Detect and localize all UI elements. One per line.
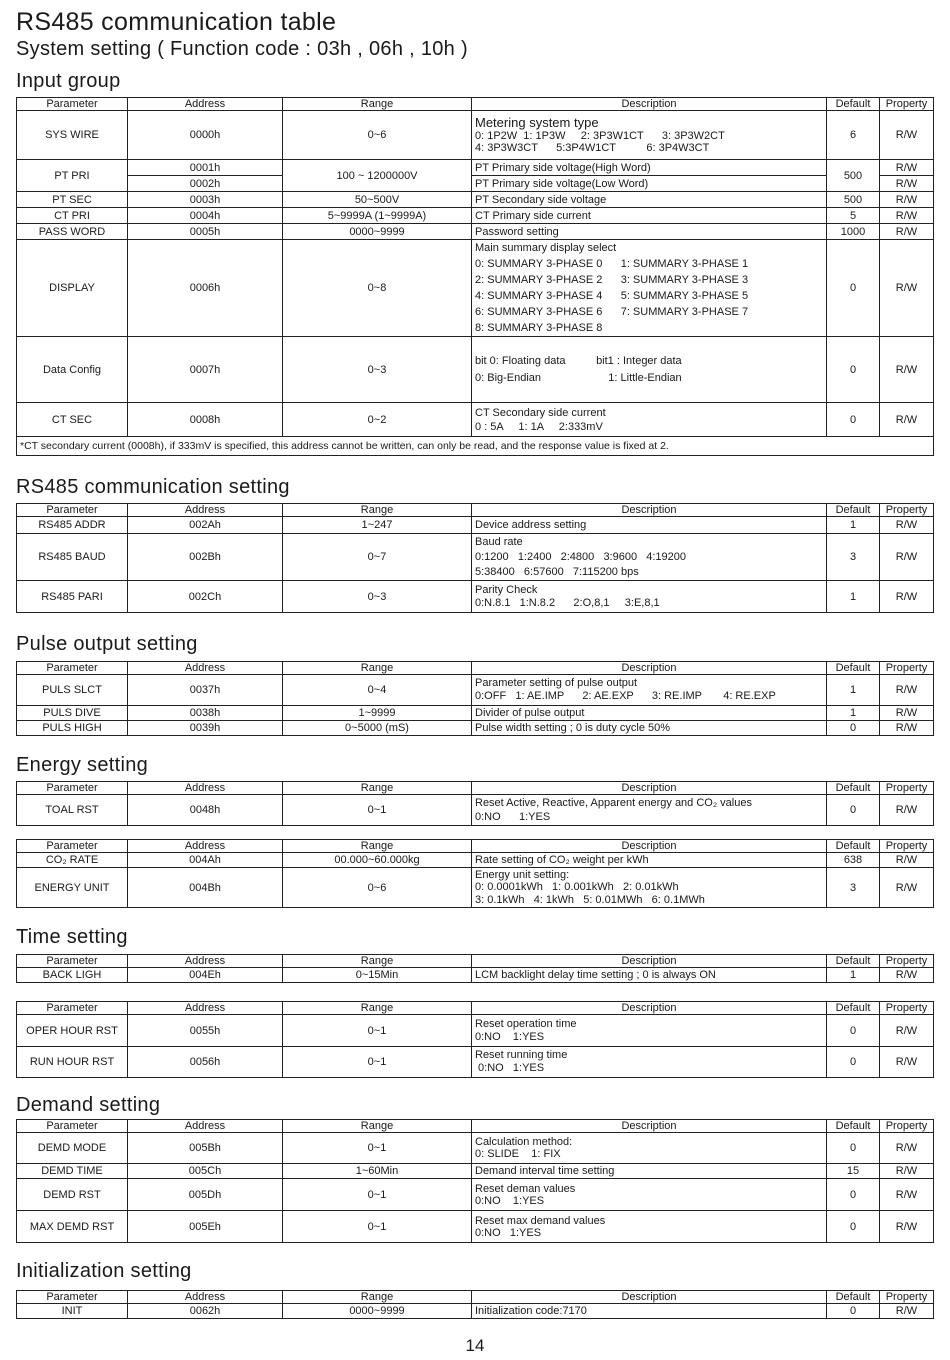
range-cell: 0~8	[283, 240, 472, 337]
range-cell: 0000~9999	[283, 1304, 472, 1319]
description-cell: Pulse width setting ; 0 is duty cycle 50%	[472, 721, 827, 736]
address-cell: 002Ah	[128, 517, 283, 534]
section-title-rs485: RS485 communication setting	[16, 476, 290, 498]
description-cell	[472, 337, 827, 403]
header-property: Property	[880, 662, 934, 675]
description-cell: LCM backlight delay time setting ; 0 is always ON	[472, 968, 827, 983]
property-cell: R/W	[880, 868, 934, 908]
ct-note: *CT secondary current (0008h), if 333mV is specified, this address cannot be written, can only be read, and the response value is fixed at 2.	[17, 437, 934, 456]
address-cell: 004Ah	[128, 853, 283, 868]
address-cell: 0008h	[128, 403, 283, 437]
default-cell: 0	[827, 1211, 880, 1243]
header-parameter: Parameter	[17, 1291, 128, 1304]
param-cell: DEMD TIME	[17, 1164, 128, 1179]
description-cell: CT Primary side current	[472, 208, 827, 224]
param-cell: OPER HOUR RST	[17, 1015, 128, 1047]
header-property: Property	[880, 1120, 934, 1133]
description-cell	[472, 1047, 827, 1078]
default-cell: 0	[827, 1179, 880, 1211]
header-default: Default	[827, 1002, 880, 1015]
param-cell: PULS SLCT	[17, 675, 128, 706]
property-cell: R/W	[880, 1304, 934, 1319]
desc-line: 0:NO 1:YES	[475, 1226, 542, 1239]
default-cell: 1	[827, 675, 880, 706]
time-hours-table	[16, 1001, 934, 1078]
header-address: Address	[128, 955, 283, 968]
header-property: Property	[880, 98, 934, 111]
property-cell: R/W	[880, 968, 934, 983]
default-cell: 0	[827, 721, 880, 736]
param-cell: RUN HOUR RST	[17, 1047, 128, 1078]
header-description: Description	[472, 1002, 827, 1015]
desc-line: Reset running time	[475, 1049, 568, 1061]
header-address: Address	[128, 1002, 283, 1015]
desc-line: 0:N.8.1 1:N.8.2 2:O,8,1 3:E,8,1	[475, 596, 660, 609]
header-default: Default	[827, 1291, 880, 1304]
range-cell: 0000~9999	[283, 224, 472, 240]
default-cell: 0	[827, 795, 880, 826]
table-row	[17, 1211, 934, 1243]
description-cell: Password setting	[472, 224, 827, 240]
section-title-energy: Energy setting	[16, 754, 149, 776]
header-parameter: Parameter	[17, 1002, 128, 1015]
table-header-row	[17, 782, 934, 795]
default-cell: 0	[827, 240, 880, 337]
table-row	[17, 1133, 934, 1164]
property-cell: R/W	[880, 160, 934, 176]
table-header-row	[17, 955, 934, 968]
param-cell: ENERGY UNIT	[17, 868, 128, 908]
param-cell: MAX DEMD RST	[17, 1211, 128, 1243]
param-cell: CT PRI	[17, 208, 128, 224]
description-cell	[472, 675, 827, 706]
desc-line: 0: SLIDE 1: FIX	[475, 1148, 561, 1160]
desc-line: Reset max demand values	[475, 1214, 606, 1227]
table-row	[17, 581, 934, 613]
description-cell	[472, 795, 827, 826]
header-parameter: Parameter	[17, 98, 128, 111]
address-cell: 0039h	[128, 721, 283, 736]
param-cell: BACK LIGH	[17, 968, 128, 983]
header-parameter: Parameter	[17, 662, 128, 675]
desc-line: bit 0: Floating data bit1 : Integer data	[475, 354, 682, 367]
section-title-input-group: Input group	[16, 70, 121, 92]
desc-line: 6: SUMMARY 3-PHASE 6 7: SUMMARY 3-PHASE 7	[475, 306, 749, 318]
range-cell: 00.000~60.000kg	[283, 853, 472, 868]
param-cell: CT SEC	[17, 403, 128, 437]
header-address: Address	[128, 662, 283, 675]
table-header-row	[17, 504, 934, 517]
table-row	[17, 208, 934, 224]
desc-line: Baud rate	[475, 535, 523, 548]
default-cell: 0	[827, 1304, 880, 1319]
param-cell: SYS WIRE	[17, 111, 128, 160]
range-cell: 1~247	[283, 517, 472, 534]
desc-line: 4: 3P3W3CT 5:3P4W1CT 6: 3P4W3CT	[475, 142, 710, 154]
address-cell: 005Eh	[128, 1211, 283, 1243]
address-cell: 0001h	[128, 160, 283, 176]
table-row	[17, 224, 934, 240]
range-cell: 0~5000 (mS)	[283, 721, 472, 736]
property-cell: R/W	[880, 224, 934, 240]
header-property: Property	[880, 955, 934, 968]
desc-line: 0:NO 1:YES	[475, 1062, 545, 1074]
address-cell: 005Bh	[128, 1133, 283, 1164]
address-cell: 0002h	[128, 176, 283, 192]
description-cell: Rate setting of CO₂ weight per kWh	[472, 853, 827, 868]
section-title-pulse: Pulse output setting	[16, 633, 198, 655]
header-default: Default	[827, 840, 880, 853]
header-description: Description	[472, 1120, 827, 1133]
header-address: Address	[128, 782, 283, 795]
header-property: Property	[880, 1291, 934, 1304]
pulse-table	[16, 661, 934, 736]
property-cell: R/W	[880, 1179, 934, 1211]
header-description: Description	[472, 840, 827, 853]
address-cell: 0048h	[128, 795, 283, 826]
header-property: Property	[880, 1002, 934, 1015]
header-range: Range	[283, 504, 472, 517]
description-cell: PT Primary side voltage(Low Word)	[472, 176, 827, 192]
energy-unit-table	[16, 839, 934, 908]
header-parameter: Parameter	[17, 782, 128, 795]
header-description: Description	[472, 662, 827, 675]
address-cell: 0056h	[128, 1047, 283, 1078]
desc-line: Parameter setting of pulse output	[475, 677, 638, 689]
address-cell: 0000h	[128, 111, 283, 160]
page-subtitle: System setting ( Function code : 03h , 06h , 10h )	[16, 38, 468, 60]
header-description: Description	[472, 1291, 827, 1304]
param-cell: Data Config	[17, 337, 128, 403]
table-row	[17, 192, 934, 208]
section-title-initialization: Initialization setting	[16, 1260, 192, 1282]
default-cell: 500	[827, 192, 880, 208]
description-cell: Device address setting	[472, 517, 827, 534]
header-range: Range	[283, 840, 472, 853]
table-row	[17, 1179, 934, 1211]
desc-line: 0: SUMMARY 3-PHASE 0 1: SUMMARY 3-PHASE 1	[475, 258, 749, 270]
property-cell: R/W	[880, 240, 934, 337]
default-cell: 0	[827, 1047, 880, 1078]
address-cell: 002Bh	[128, 534, 283, 581]
property-cell: R/W	[880, 675, 934, 706]
default-cell: 0	[827, 1133, 880, 1164]
param-cell: CO₂ RATE	[17, 853, 128, 868]
page-number: 14	[465, 1336, 485, 1355]
param-cell: PASS WORD	[17, 224, 128, 240]
param-cell: PT PRI	[17, 160, 128, 192]
description-cell: Demand interval time setting	[472, 1164, 827, 1179]
property-cell: R/W	[880, 581, 934, 613]
header-default: Default	[827, 955, 880, 968]
header-range: Range	[283, 1002, 472, 1015]
description-cell	[472, 111, 827, 160]
desc-line: Reset Active, Reactive, Apparent energy and CO₂ values	[475, 797, 752, 809]
desc-line: 0:OFF 1: AE.IMP 2: AE.EXP 3: RE.IMP 4: RE.EXP	[475, 690, 776, 702]
range-cell: 0~6	[283, 868, 472, 908]
table-row	[17, 534, 934, 581]
property-cell: R/W	[880, 208, 934, 224]
property-cell: R/W	[880, 534, 934, 581]
table-row	[17, 337, 934, 403]
param-cell: INIT	[17, 1304, 128, 1319]
description-cell	[472, 240, 827, 337]
table-header-row	[17, 1120, 934, 1133]
property-cell: R/W	[880, 1164, 934, 1179]
table-header-row	[17, 98, 934, 111]
range-cell: 50~500V	[283, 192, 472, 208]
range-cell: 0~1	[283, 1133, 472, 1164]
property-cell: R/W	[880, 403, 934, 437]
desc-line: Reset operation time	[475, 1017, 577, 1030]
param-cell: RS485 ADDR	[17, 517, 128, 534]
header-range: Range	[283, 1120, 472, 1133]
default-cell: 15	[827, 1164, 880, 1179]
header-address: Address	[128, 1120, 283, 1133]
address-cell: 0003h	[128, 192, 283, 208]
range-cell: 0~1	[283, 1015, 472, 1047]
table-row	[17, 675, 934, 706]
table-row	[17, 160, 934, 176]
header-parameter: Parameter	[17, 504, 128, 517]
table-row	[17, 706, 934, 721]
property-cell: R/W	[880, 192, 934, 208]
property-cell: R/W	[880, 706, 934, 721]
desc-line: Energy unit setting:	[475, 868, 570, 881]
range-cell: 0~1	[283, 795, 472, 826]
address-cell: 0007h	[128, 337, 283, 403]
description-cell	[472, 534, 827, 581]
table-row	[17, 853, 934, 868]
header-range: Range	[283, 782, 472, 795]
range-cell: 0~7	[283, 534, 472, 581]
energy-reset-table	[16, 781, 934, 826]
header-property: Property	[880, 504, 934, 517]
description-cell	[472, 1015, 827, 1047]
address-cell: 0037h	[128, 675, 283, 706]
header-address: Address	[128, 840, 283, 853]
rs485-table	[16, 503, 934, 613]
address-cell: 004Eh	[128, 968, 283, 983]
address-cell: 005Ch	[128, 1164, 283, 1179]
property-cell: R/W	[880, 517, 934, 534]
property-cell: R/W	[880, 176, 934, 192]
default-cell: 0	[827, 1015, 880, 1047]
description-cell	[472, 868, 827, 908]
table-header-row	[17, 1002, 934, 1015]
property-cell: R/W	[880, 721, 934, 736]
param-cell: DISPLAY	[17, 240, 128, 337]
table-header-row	[17, 840, 934, 853]
table-row	[17, 517, 934, 534]
desc-line: 0:NO 1:YES	[475, 1030, 545, 1043]
table-row	[17, 176, 934, 192]
address-cell: 0062h	[128, 1304, 283, 1319]
range-cell: 5~9999A (1~9999A)	[283, 208, 472, 224]
property-cell: R/W	[880, 1211, 934, 1243]
range-cell: 100 ~ 1200000V	[283, 160, 472, 192]
description-cell	[472, 1211, 827, 1243]
desc-line: Metering system type	[475, 115, 599, 130]
header-range: Range	[283, 98, 472, 111]
address-cell: 0006h	[128, 240, 283, 337]
property-cell: R/W	[880, 795, 934, 826]
address-cell: 0005h	[128, 224, 283, 240]
range-cell: 0~2	[283, 403, 472, 437]
table-row	[17, 868, 934, 908]
property-cell: R/W	[880, 1133, 934, 1164]
section-title-time: Time setting	[16, 926, 128, 948]
desc-line: 0:1200 1:2400 2:4800 3:9600 4:19200	[475, 550, 687, 563]
param-cell: PULS DIVE	[17, 706, 128, 721]
description-cell	[472, 581, 827, 613]
range-cell: 0~15Min	[283, 968, 472, 983]
table-row	[17, 968, 934, 983]
default-cell: 3	[827, 868, 880, 908]
address-cell: 004Bh	[128, 868, 283, 908]
param-cell: TOAL RST	[17, 795, 128, 826]
address-cell: 002Ch	[128, 581, 283, 613]
table-row	[17, 721, 934, 736]
page-title: RS485 communication table	[16, 8, 337, 36]
desc-line: 8: SUMMARY 3-PHASE 8	[475, 322, 603, 334]
description-cell: Divider of pulse output	[472, 706, 827, 721]
property-cell: R/W	[880, 337, 934, 403]
header-default: Default	[827, 662, 880, 675]
desc-line: 0 : 5A 1: 1A 2:333mV	[475, 420, 603, 433]
header-parameter: Parameter	[17, 955, 128, 968]
header-range: Range	[283, 955, 472, 968]
default-cell: 0	[827, 403, 880, 437]
address-cell: 0055h	[128, 1015, 283, 1047]
table-row	[17, 240, 934, 337]
range-cell: 0~1	[283, 1179, 472, 1211]
desc-line: CT Secondary side current	[475, 406, 606, 419]
desc-line: Reset deman values	[475, 1182, 576, 1195]
param-cell: RS485 BAUD	[17, 534, 128, 581]
range-cell: 0~1	[283, 1047, 472, 1078]
description-cell	[472, 1133, 827, 1164]
header-default: Default	[827, 504, 880, 517]
desc-line: 0: Big-Endian 1: Little-Endian	[475, 371, 682, 384]
description-cell	[472, 1179, 827, 1211]
table-header-row	[17, 662, 934, 675]
time-backlight-table	[16, 954, 934, 983]
header-default: Default	[827, 782, 880, 795]
desc-line: 0:NO 1:YES	[475, 811, 551, 823]
default-cell: 638	[827, 853, 880, 868]
header-address: Address	[128, 504, 283, 517]
initialization-table	[16, 1290, 934, 1319]
table-row	[17, 403, 934, 437]
param-cell: PULS HIGH	[17, 721, 128, 736]
header-description: Description	[472, 98, 827, 111]
table-row	[17, 111, 934, 160]
table-row	[17, 1015, 934, 1047]
property-cell: R/W	[880, 111, 934, 160]
header-address: Address	[128, 1291, 283, 1304]
desc-line: 3: 0.1kWh 4: 1kWh 5: 0.01MWh 6: 0.1MWh	[475, 893, 705, 906]
section-title-demand: Demand setting	[16, 1094, 161, 1116]
range-cell: 0~3	[283, 581, 472, 613]
desc-line: 2: SUMMARY 3-PHASE 2 3: SUMMARY 3-PHASE 3	[475, 274, 749, 286]
default-cell: 500	[827, 160, 880, 192]
description-cell: PT Secondary side voltage	[472, 192, 827, 208]
header-default: Default	[827, 1120, 880, 1133]
default-cell: 6	[827, 111, 880, 160]
table-header-row	[17, 1291, 934, 1304]
default-cell: 3	[827, 534, 880, 581]
range-cell: 0~6	[283, 111, 472, 160]
default-cell: 5	[827, 208, 880, 224]
default-cell: 1	[827, 581, 880, 613]
desc-line: Parity Check	[475, 583, 538, 596]
param-cell: DEMD RST	[17, 1179, 128, 1211]
desc-line: 0:NO 1:YES	[475, 1194, 545, 1207]
desc-line: 5:38400 6:57600 7:115200 bps	[475, 565, 639, 578]
header-range: Range	[283, 662, 472, 675]
header-address: Address	[128, 98, 283, 111]
description-cell	[472, 403, 827, 437]
description-cell: Initialization code:7170	[472, 1304, 827, 1319]
header-description: Description	[472, 504, 827, 517]
param-cell: DEMD MODE	[17, 1133, 128, 1164]
range-cell: 0~4	[283, 675, 472, 706]
table-row	[17, 795, 934, 826]
default-cell: 1000	[827, 224, 880, 240]
header-parameter: Parameter	[17, 840, 128, 853]
table-row	[17, 1304, 934, 1319]
default-cell: 1	[827, 517, 880, 534]
header-range: Range	[283, 1291, 472, 1304]
property-cell: R/W	[880, 1015, 934, 1047]
desc-line: Main summary display select	[475, 242, 617, 254]
desc-line: Calculation method:	[475, 1136, 573, 1148]
header-description: Description	[472, 782, 827, 795]
default-cell: 1	[827, 968, 880, 983]
note-row	[17, 437, 934, 456]
desc-line: 0: 0.0001kWh 1: 0.001kWh 2: 0.01kWh	[475, 881, 679, 894]
demand-table	[16, 1119, 934, 1243]
param-cell: PT SEC	[17, 192, 128, 208]
address-cell: 005Dh	[128, 1179, 283, 1211]
property-cell: R/W	[880, 1047, 934, 1078]
desc-line: 0: 1P2W 1: 1P3W 2: 3P3W1CT 3: 3P3W2CT	[475, 130, 725, 142]
header-parameter: Parameter	[17, 1120, 128, 1133]
param-cell: RS485 PARI	[17, 581, 128, 613]
property-cell: R/W	[880, 853, 934, 868]
range-cell: 1~60Min	[283, 1164, 472, 1179]
header-description: Description	[472, 955, 827, 968]
range-cell: 1~9999	[283, 706, 472, 721]
description-cell: PT Primary side voltage(High Word)	[472, 160, 827, 176]
header-default: Default	[827, 98, 880, 111]
address-cell: 0038h	[128, 706, 283, 721]
header-property: Property	[880, 840, 934, 853]
desc-line: 4: SUMMARY 3-PHASE 4 5: SUMMARY 3-PHASE 5	[475, 290, 749, 302]
address-cell: 0004h	[128, 208, 283, 224]
default-cell: 1	[827, 706, 880, 721]
range-cell: 0~1	[283, 1211, 472, 1243]
table-row	[17, 1164, 934, 1179]
default-cell: 0	[827, 337, 880, 403]
table-row	[17, 1047, 934, 1078]
input-group-table	[16, 97, 934, 456]
header-property: Property	[880, 782, 934, 795]
range-cell: 0~3	[283, 337, 472, 403]
